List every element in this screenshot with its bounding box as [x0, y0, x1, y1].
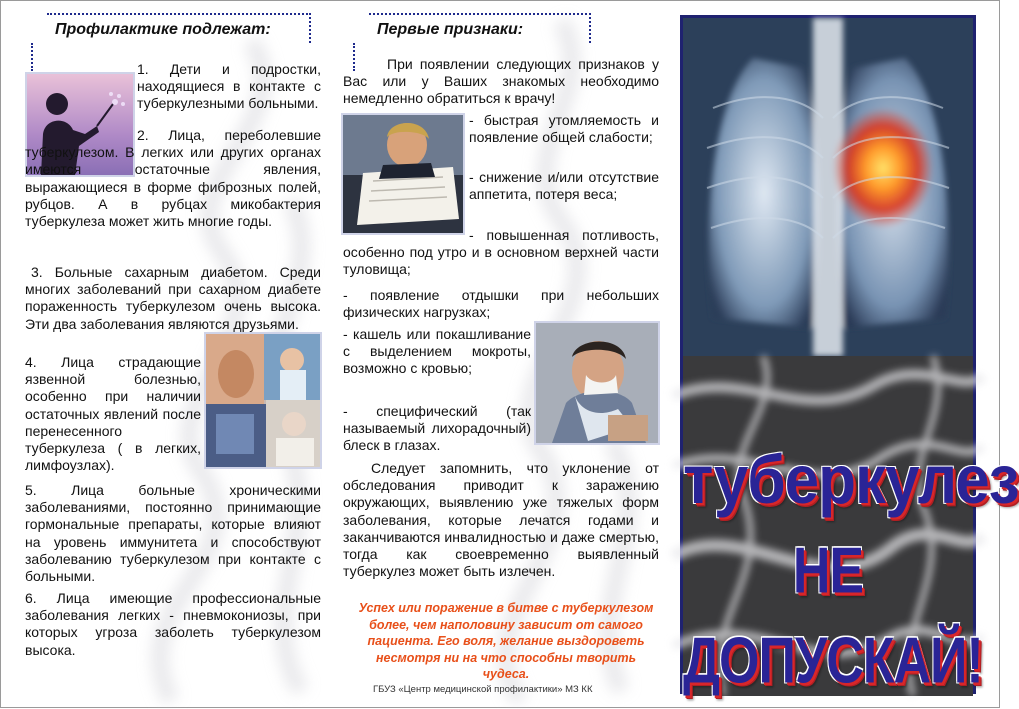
- left-item-2: [25, 127, 321, 230]
- left-header: [25, 13, 315, 59]
- quote-text: Успех или поражение в битве с туберкулезом более, чем наполовину зависит от самого пациента. Его воля, желание выздороветь несмотря ни на что способны творить чудеса.: [358, 601, 654, 681]
- left-item-3: [25, 264, 321, 333]
- coughing-man-photo: [534, 321, 660, 445]
- left-item-4: [25, 354, 201, 474]
- middle-sign-3-text: - повышенная потливость, особенно под утро и в основном верхней части туловища;: [343, 227, 659, 278]
- middle-sign-6-text: - специфический (так называемый лихорадочный) блеск в глазах.: [343, 403, 531, 454]
- middle-intro-text: При появлении следующих признаков у Вас или у Ваших знакомых необходимо немедленно обратиться к врачу!: [343, 56, 659, 107]
- middle-header-text: Первые признаки:: [377, 21, 524, 38]
- middle-sign-2: [469, 169, 659, 203]
- middle-sign-6: [343, 403, 531, 455]
- chest-xray-image: [683, 18, 973, 356]
- cover-title-line-1: туберкулез: [683, 442, 1019, 519]
- middle-conclusion-text: Следует запомнить, что уклонение от обследования приводит к заражению окружающих, выявлению уже тяжелых форм заболевания, которые лечатся годами и заканчиваются инвалидностью и даже смертью, тогда как своевременно выявленный туберкулез может быть излечен.: [343, 460, 659, 580]
- middle-sign-4: [343, 287, 659, 321]
- tired-woman-photo: [341, 113, 465, 235]
- left-header-text: Профилактике подлежат:: [55, 21, 271, 38]
- cover-title-line-2: НЕ ДОПУСКАЙ!: [683, 534, 983, 698]
- middle-conclusion: [343, 460, 659, 580]
- left-item-6: [25, 590, 321, 659]
- left-item-6-text: 6. Лица имеющие профессиональные заболевания легких - пневмокониозы, при которых угроза заболеть туберкулезом высока.: [25, 590, 321, 658]
- footer-organization: ГБУЗ «Центр медицинской профилактики» МЗ КК: [373, 684, 593, 695]
- cover-panel: [680, 15, 1019, 698]
- middle-sign-5-text: - кашель или покашливание с выделением мокроты, возможно с кровью;: [343, 326, 531, 377]
- middle-header: [347, 13, 597, 59]
- left-item-1-text: 1. Дети и подростки, находящиеся в контакте с туберкулезными больными.: [137, 61, 321, 112]
- middle-sign-1-text: - быстрая утомляемость и появление общей слабости;: [469, 112, 659, 146]
- left-item-5: [25, 482, 321, 585]
- left-item-3-text: 3. Больные сахарным диабетом. Среди многих заболеваний при сахарном диабете пораженность туберкулезом очень высока. Эти два заболевания являются друзьями.: [25, 264, 321, 332]
- left-item-5-text: 5. Лица больные хроническими заболеваниями, постоянно принимающие гормональные препараты, которые влияют на уровень иммунитета и способствуют заболеванию туберкулезом при контакте с больными.: [25, 482, 321, 585]
- middle-intro: [343, 56, 659, 108]
- middle-sign-3: [343, 227, 659, 279]
- middle-sign-4-text: - появление отдышки при небольших физических нагрузках;: [343, 287, 659, 321]
- left-item-2-text: 2. Лица, переболевшие туберкулезом. В легких или других органах имеются остаточные явления, выражающиеся в форме фиброзных полей, рубцов. А в рубцах микобактерия туберкулеза может жить многие годы.: [25, 127, 321, 230]
- patients-collage-photo: [204, 332, 322, 469]
- middle-sign-2-text: - снижение и/или отсутствие аппетита, потеря веса;: [469, 169, 659, 203]
- middle-sign-1: [469, 112, 659, 146]
- left-item-4-text: 4. Лица страдающие язвенной болезнью, особенно при наличии остаточных явлений после перенесенного туберкулеза ( в легких, лимфоузлах).: [25, 354, 201, 474]
- left-item-1: [137, 61, 321, 113]
- middle-sign-5: [343, 326, 531, 378]
